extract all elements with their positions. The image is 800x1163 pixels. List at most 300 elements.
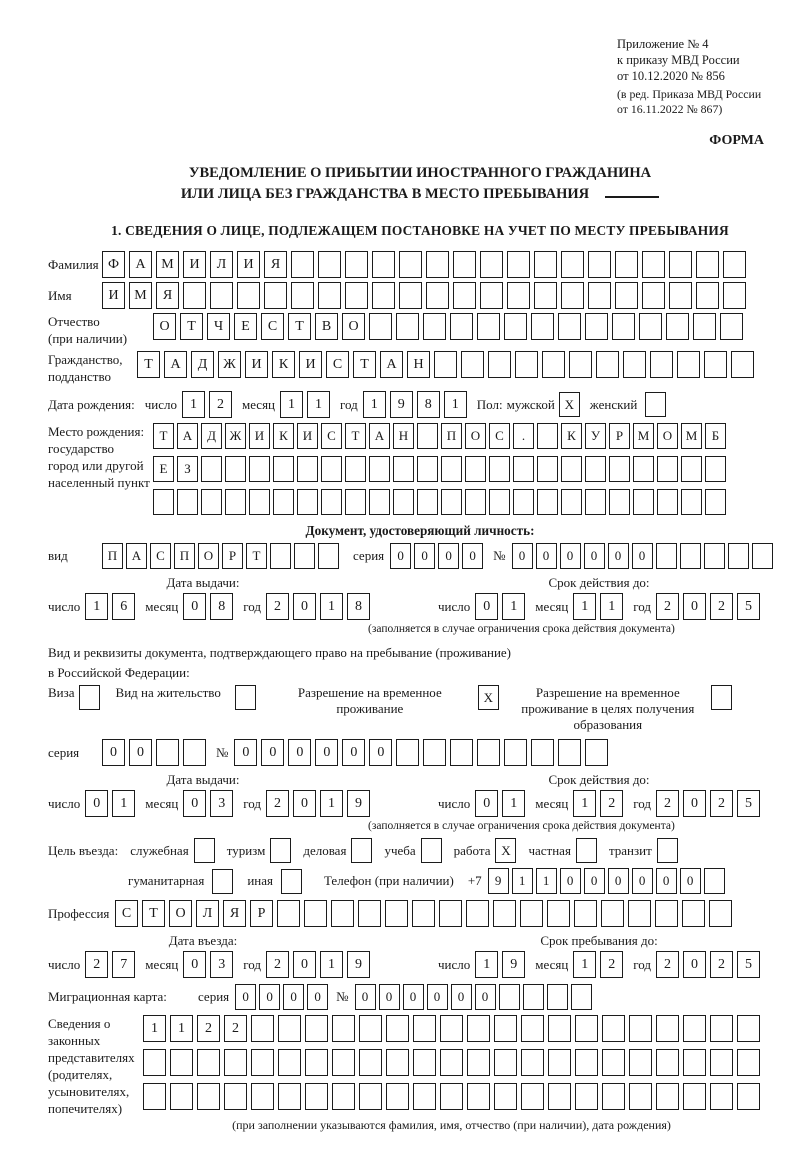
char-cell[interactable] — [537, 423, 558, 449]
char-cell[interactable]: 2 — [266, 593, 289, 620]
char-cell[interactable] — [704, 868, 725, 894]
char-cell[interactable] — [143, 1049, 166, 1076]
char-cell[interactable]: 3 — [210, 790, 233, 817]
char-cell[interactable]: М — [129, 282, 152, 309]
char-cell[interactable]: 0 — [288, 739, 311, 766]
char-cell[interactable]: 8 — [210, 593, 233, 620]
char-cell[interactable]: 0 — [261, 739, 284, 766]
char-cell[interactable] — [507, 282, 530, 309]
char-cell[interactable] — [609, 456, 630, 482]
char-cell[interactable] — [655, 900, 678, 927]
char-cell[interactable]: 1 — [85, 593, 108, 620]
char-cell[interactable] — [521, 1049, 544, 1076]
char-cell[interactable]: 0 — [342, 739, 365, 766]
char-cell[interactable]: О — [657, 423, 678, 449]
char-cell[interactable] — [596, 351, 619, 378]
char-cell[interactable]: Т — [153, 423, 174, 449]
char-cell[interactable]: Ф — [102, 251, 125, 278]
char-cell[interactable]: 0 — [102, 739, 125, 766]
purpose-work-checkbox[interactable]: X — [495, 838, 516, 863]
char-cell[interactable]: 0 — [608, 543, 629, 569]
char-cell[interactable]: 0 — [183, 593, 206, 620]
char-cell[interactable] — [601, 900, 624, 927]
char-cell[interactable] — [278, 1015, 301, 1042]
char-cell[interactable] — [683, 1015, 706, 1042]
char-cell[interactable] — [224, 1083, 247, 1110]
char-cell[interactable]: 0 — [462, 543, 483, 569]
char-cell[interactable]: Б — [705, 423, 726, 449]
char-cell[interactable]: А — [164, 351, 187, 378]
char-cell[interactable]: К — [272, 351, 295, 378]
char-cell[interactable] — [656, 1049, 679, 1076]
char-cell[interactable]: 1 — [573, 593, 596, 620]
char-cell[interactable]: 1 — [170, 1015, 193, 1042]
char-cell[interactable] — [359, 1083, 382, 1110]
purpose-business-checkbox[interactable] — [351, 838, 372, 863]
char-cell[interactable] — [534, 251, 557, 278]
char-cell[interactable]: 2 — [266, 951, 289, 978]
char-cell[interactable]: Я — [264, 251, 287, 278]
char-cell[interactable] — [480, 282, 503, 309]
visa-checkbox[interactable] — [79, 685, 100, 710]
char-cell[interactable]: 0 — [259, 984, 280, 1010]
char-cell[interactable] — [413, 1015, 436, 1042]
char-cell[interactable] — [396, 739, 419, 766]
char-cell[interactable] — [332, 1083, 355, 1110]
char-cell[interactable]: А — [177, 423, 198, 449]
char-cell[interactable]: 0 — [536, 543, 557, 569]
char-cell[interactable] — [345, 456, 366, 482]
purpose-official-checkbox[interactable] — [194, 838, 215, 863]
char-cell[interactable] — [273, 489, 294, 515]
char-cell[interactable] — [423, 313, 446, 340]
char-cell[interactable] — [417, 489, 438, 515]
char-cell[interactable] — [467, 1083, 490, 1110]
char-cell[interactable]: 2 — [197, 1015, 220, 1042]
char-cell[interactable] — [602, 1049, 625, 1076]
char-cell[interactable] — [669, 282, 692, 309]
char-cell[interactable]: 5 — [737, 593, 760, 620]
char-cell[interactable]: 9 — [390, 391, 413, 418]
purpose-study-checkbox[interactable] — [421, 838, 442, 863]
char-cell[interactable]: 1 — [320, 790, 343, 817]
char-cell[interactable] — [453, 251, 476, 278]
char-cell[interactable] — [623, 351, 646, 378]
char-cell[interactable]: Е — [153, 456, 174, 482]
char-cell[interactable] — [504, 313, 527, 340]
char-cell[interactable]: 6 — [112, 593, 135, 620]
char-cell[interactable] — [709, 900, 732, 927]
char-cell[interactable]: 0 — [293, 593, 316, 620]
char-cell[interactable] — [585, 739, 608, 766]
char-cell[interactable] — [197, 1049, 220, 1076]
char-cell[interactable] — [504, 739, 527, 766]
char-cell[interactable] — [682, 900, 705, 927]
char-cell[interactable] — [615, 282, 638, 309]
char-cell[interactable] — [399, 282, 422, 309]
char-cell[interactable] — [332, 1015, 355, 1042]
char-cell[interactable]: Д — [191, 351, 214, 378]
char-cell[interactable] — [372, 282, 395, 309]
char-cell[interactable] — [507, 251, 530, 278]
char-cell[interactable] — [705, 489, 726, 515]
char-cell[interactable]: 5 — [737, 790, 760, 817]
char-cell[interactable] — [515, 351, 538, 378]
char-cell[interactable]: 0 — [680, 868, 701, 894]
char-cell[interactable] — [710, 1083, 733, 1110]
char-cell[interactable]: Ж — [218, 351, 241, 378]
char-cell[interactable]: 1 — [573, 951, 596, 978]
char-cell[interactable] — [399, 251, 422, 278]
char-cell[interactable] — [561, 251, 584, 278]
char-cell[interactable]: 0 — [475, 984, 496, 1010]
char-cell[interactable] — [681, 456, 702, 482]
char-cell[interactable] — [656, 1083, 679, 1110]
char-cell[interactable] — [413, 1083, 436, 1110]
char-cell[interactable] — [467, 1015, 490, 1042]
char-cell[interactable] — [305, 1015, 328, 1042]
char-cell[interactable] — [385, 900, 408, 927]
char-cell[interactable] — [585, 456, 606, 482]
char-cell[interactable]: 1 — [320, 593, 343, 620]
char-cell[interactable] — [441, 456, 462, 482]
char-cell[interactable] — [629, 1049, 652, 1076]
char-cell[interactable] — [393, 489, 414, 515]
char-cell[interactable]: 0 — [683, 790, 706, 817]
char-cell[interactable]: . — [513, 423, 534, 449]
char-cell[interactable]: 1 — [280, 391, 303, 418]
char-cell[interactable] — [291, 282, 314, 309]
char-cell[interactable]: 0 — [315, 739, 338, 766]
char-cell[interactable]: 2 — [600, 951, 623, 978]
char-cell[interactable]: 0 — [129, 739, 152, 766]
char-cell[interactable]: 0 — [438, 543, 459, 569]
char-cell[interactable]: 0 — [234, 739, 257, 766]
char-cell[interactable] — [575, 1083, 598, 1110]
char-cell[interactable] — [156, 739, 179, 766]
char-cell[interactable]: 0 — [414, 543, 435, 569]
char-cell[interactable] — [224, 1049, 247, 1076]
char-cell[interactable] — [612, 313, 635, 340]
char-cell[interactable]: Т — [288, 313, 311, 340]
char-cell[interactable] — [270, 543, 291, 569]
purpose-other-checkbox[interactable] — [281, 869, 302, 894]
char-cell[interactable]: 1 — [502, 593, 525, 620]
char-cell[interactable]: 0 — [390, 543, 411, 569]
char-cell[interactable]: 0 — [560, 543, 581, 569]
char-cell[interactable]: 8 — [417, 391, 440, 418]
char-cell[interactable] — [499, 984, 520, 1010]
char-cell[interactable] — [477, 739, 500, 766]
char-cell[interactable]: 2 — [656, 951, 679, 978]
char-cell[interactable] — [666, 313, 689, 340]
char-cell[interactable] — [669, 251, 692, 278]
char-cell[interactable]: Р — [250, 900, 273, 927]
char-cell[interactable]: 2 — [224, 1015, 247, 1042]
char-cell[interactable]: 0 — [656, 868, 677, 894]
char-cell[interactable] — [656, 1015, 679, 1042]
char-cell[interactable]: 3 — [210, 951, 233, 978]
char-cell[interactable] — [318, 543, 339, 569]
char-cell[interactable]: И — [245, 351, 268, 378]
char-cell[interactable]: 7 — [112, 951, 135, 978]
char-cell[interactable] — [696, 251, 719, 278]
char-cell[interactable] — [704, 351, 727, 378]
char-cell[interactable] — [571, 984, 592, 1010]
char-cell[interactable]: Ч — [207, 313, 230, 340]
char-cell[interactable] — [225, 489, 246, 515]
char-cell[interactable] — [558, 313, 581, 340]
char-cell[interactable]: 0 — [475, 593, 498, 620]
char-cell[interactable] — [723, 251, 746, 278]
char-cell[interactable]: С — [326, 351, 349, 378]
char-cell[interactable]: 1 — [182, 391, 205, 418]
char-cell[interactable]: Н — [393, 423, 414, 449]
char-cell[interactable]: О — [153, 313, 176, 340]
char-cell[interactable] — [477, 313, 500, 340]
char-cell[interactable] — [639, 313, 662, 340]
char-cell[interactable]: М — [681, 423, 702, 449]
char-cell[interactable] — [705, 456, 726, 482]
char-cell[interactable] — [417, 456, 438, 482]
char-cell[interactable]: Ж — [225, 423, 246, 449]
char-cell[interactable] — [345, 489, 366, 515]
char-cell[interactable]: 1 — [363, 391, 386, 418]
char-cell[interactable] — [548, 1083, 571, 1110]
char-cell[interactable] — [513, 456, 534, 482]
char-cell[interactable]: К — [561, 423, 582, 449]
char-cell[interactable]: Л — [210, 251, 233, 278]
char-cell[interactable]: 0 — [293, 790, 316, 817]
char-cell[interactable] — [143, 1083, 166, 1110]
residence-permit-checkbox[interactable] — [235, 685, 256, 710]
char-cell[interactable] — [345, 282, 368, 309]
char-cell[interactable] — [683, 1049, 706, 1076]
char-cell[interactable]: С — [321, 423, 342, 449]
char-cell[interactable] — [359, 1015, 382, 1042]
char-cell[interactable]: 0 — [85, 790, 108, 817]
char-cell[interactable] — [537, 489, 558, 515]
char-cell[interactable]: Я — [223, 900, 246, 927]
char-cell[interactable] — [657, 456, 678, 482]
char-cell[interactable]: 0 — [355, 984, 376, 1010]
char-cell[interactable] — [548, 1015, 571, 1042]
char-cell[interactable] — [681, 489, 702, 515]
char-cell[interactable] — [369, 456, 390, 482]
char-cell[interactable] — [628, 900, 651, 927]
char-cell[interactable] — [588, 282, 611, 309]
char-cell[interactable]: 5 — [737, 951, 760, 978]
char-cell[interactable]: 0 — [608, 868, 629, 894]
char-cell[interactable] — [417, 423, 438, 449]
char-cell[interactable]: О — [198, 543, 219, 569]
char-cell[interactable] — [413, 1049, 436, 1076]
char-cell[interactable]: Н — [407, 351, 430, 378]
char-cell[interactable] — [294, 543, 315, 569]
char-cell[interactable] — [321, 489, 342, 515]
char-cell[interactable] — [558, 739, 581, 766]
char-cell[interactable] — [521, 1015, 544, 1042]
char-cell[interactable] — [467, 1049, 490, 1076]
char-cell[interactable]: М — [633, 423, 654, 449]
char-cell[interactable] — [710, 1049, 733, 1076]
char-cell[interactable]: 2 — [656, 790, 679, 817]
char-cell[interactable]: 0 — [560, 868, 581, 894]
char-cell[interactable] — [177, 489, 198, 515]
char-cell[interactable] — [602, 1015, 625, 1042]
char-cell[interactable] — [547, 984, 568, 1010]
char-cell[interactable] — [520, 900, 543, 927]
char-cell[interactable] — [345, 251, 368, 278]
char-cell[interactable] — [737, 1049, 760, 1076]
char-cell[interactable]: 0 — [512, 543, 533, 569]
char-cell[interactable] — [480, 251, 503, 278]
char-cell[interactable] — [321, 456, 342, 482]
char-cell[interactable]: 9 — [347, 790, 370, 817]
char-cell[interactable]: И — [249, 423, 270, 449]
purpose-transit-checkbox[interactable] — [657, 838, 678, 863]
char-cell[interactable] — [547, 900, 570, 927]
char-cell[interactable] — [683, 1083, 706, 1110]
char-cell[interactable] — [737, 1015, 760, 1042]
char-cell[interactable] — [440, 1083, 463, 1110]
char-cell[interactable]: 2 — [710, 593, 733, 620]
char-cell[interactable] — [291, 251, 314, 278]
char-cell[interactable]: 0 — [584, 543, 605, 569]
char-cell[interactable]: А — [369, 423, 390, 449]
char-cell[interactable] — [305, 1083, 328, 1110]
char-cell[interactable] — [461, 351, 484, 378]
char-cell[interactable] — [434, 351, 457, 378]
char-cell[interactable]: О — [342, 313, 365, 340]
char-cell[interactable] — [731, 351, 754, 378]
char-cell[interactable] — [277, 900, 300, 927]
char-cell[interactable] — [170, 1083, 193, 1110]
char-cell[interactable]: И — [297, 423, 318, 449]
char-cell[interactable]: 2 — [600, 790, 623, 817]
char-cell[interactable]: 0 — [379, 984, 400, 1010]
char-cell[interactable] — [574, 900, 597, 927]
char-cell[interactable] — [531, 739, 554, 766]
char-cell[interactable]: Д — [201, 423, 222, 449]
char-cell[interactable] — [273, 456, 294, 482]
char-cell[interactable]: У — [585, 423, 606, 449]
char-cell[interactable] — [331, 900, 354, 927]
char-cell[interactable]: А — [126, 543, 147, 569]
char-cell[interactable] — [642, 282, 665, 309]
char-cell[interactable] — [489, 489, 510, 515]
char-cell[interactable] — [426, 251, 449, 278]
char-cell[interactable]: Т — [180, 313, 203, 340]
char-cell[interactable] — [569, 351, 592, 378]
char-cell[interactable] — [412, 900, 435, 927]
char-cell[interactable] — [318, 282, 341, 309]
char-cell[interactable]: З — [177, 456, 198, 482]
char-cell[interactable] — [386, 1015, 409, 1042]
char-cell[interactable]: 1 — [307, 391, 330, 418]
char-cell[interactable] — [225, 456, 246, 482]
char-cell[interactable]: Я — [156, 282, 179, 309]
char-cell[interactable]: 1 — [536, 868, 557, 894]
char-cell[interactable]: Т — [353, 351, 376, 378]
char-cell[interactable]: М — [156, 251, 179, 278]
char-cell[interactable] — [656, 543, 677, 569]
char-cell[interactable] — [585, 313, 608, 340]
char-cell[interactable]: 0 — [475, 790, 498, 817]
char-cell[interactable]: Т — [137, 351, 160, 378]
char-cell[interactable] — [305, 1049, 328, 1076]
char-cell[interactable] — [440, 1015, 463, 1042]
char-cell[interactable] — [251, 1049, 274, 1076]
char-cell[interactable] — [575, 1015, 598, 1042]
char-cell[interactable]: Т — [142, 900, 165, 927]
char-cell[interactable]: П — [102, 543, 123, 569]
char-cell[interactable] — [537, 456, 558, 482]
char-cell[interactable]: 0 — [307, 984, 328, 1010]
char-cell[interactable] — [602, 1083, 625, 1110]
char-cell[interactable] — [548, 1049, 571, 1076]
char-cell[interactable]: О — [169, 900, 192, 927]
char-cell[interactable] — [441, 489, 462, 515]
char-cell[interactable]: 0 — [369, 739, 392, 766]
char-cell[interactable] — [278, 1049, 301, 1076]
char-cell[interactable] — [696, 282, 719, 309]
char-cell[interactable] — [588, 251, 611, 278]
char-cell[interactable] — [249, 489, 270, 515]
char-cell[interactable] — [723, 282, 746, 309]
char-cell[interactable] — [386, 1083, 409, 1110]
char-cell[interactable]: А — [129, 251, 152, 278]
char-cell[interactable]: 0 — [403, 984, 424, 1010]
char-cell[interactable] — [615, 251, 638, 278]
char-cell[interactable] — [710, 1015, 733, 1042]
char-cell[interactable] — [201, 456, 222, 482]
char-cell[interactable] — [251, 1083, 274, 1110]
char-cell[interactable]: 2 — [266, 790, 289, 817]
purpose-private-checkbox[interactable] — [576, 838, 597, 863]
char-cell[interactable] — [332, 1049, 355, 1076]
char-cell[interactable] — [542, 351, 565, 378]
char-cell[interactable] — [737, 1083, 760, 1110]
char-cell[interactable] — [249, 456, 270, 482]
char-cell[interactable]: С — [489, 423, 510, 449]
char-cell[interactable]: П — [174, 543, 195, 569]
char-cell[interactable] — [439, 900, 462, 927]
char-cell[interactable]: 1 — [320, 951, 343, 978]
char-cell[interactable] — [153, 489, 174, 515]
char-cell[interactable] — [493, 900, 516, 927]
char-cell[interactable]: П — [441, 423, 462, 449]
char-cell[interactable]: О — [465, 423, 486, 449]
char-cell[interactable] — [304, 900, 327, 927]
sex-male-checkbox[interactable]: X — [559, 392, 580, 417]
char-cell[interactable]: И — [102, 282, 125, 309]
char-cell[interactable] — [609, 489, 630, 515]
char-cell[interactable]: 1 — [112, 790, 135, 817]
char-cell[interactable] — [642, 251, 665, 278]
char-cell[interactable]: 9 — [347, 951, 370, 978]
char-cell[interactable] — [523, 984, 544, 1010]
char-cell[interactable] — [450, 313, 473, 340]
char-cell[interactable]: 0 — [183, 951, 206, 978]
char-cell[interactable]: К — [273, 423, 294, 449]
purpose-humanitarian-checkbox[interactable] — [212, 869, 233, 894]
char-cell[interactable] — [450, 739, 473, 766]
char-cell[interactable] — [720, 313, 743, 340]
char-cell[interactable]: 2 — [710, 951, 733, 978]
char-cell[interactable] — [728, 543, 749, 569]
char-cell[interactable] — [531, 313, 554, 340]
